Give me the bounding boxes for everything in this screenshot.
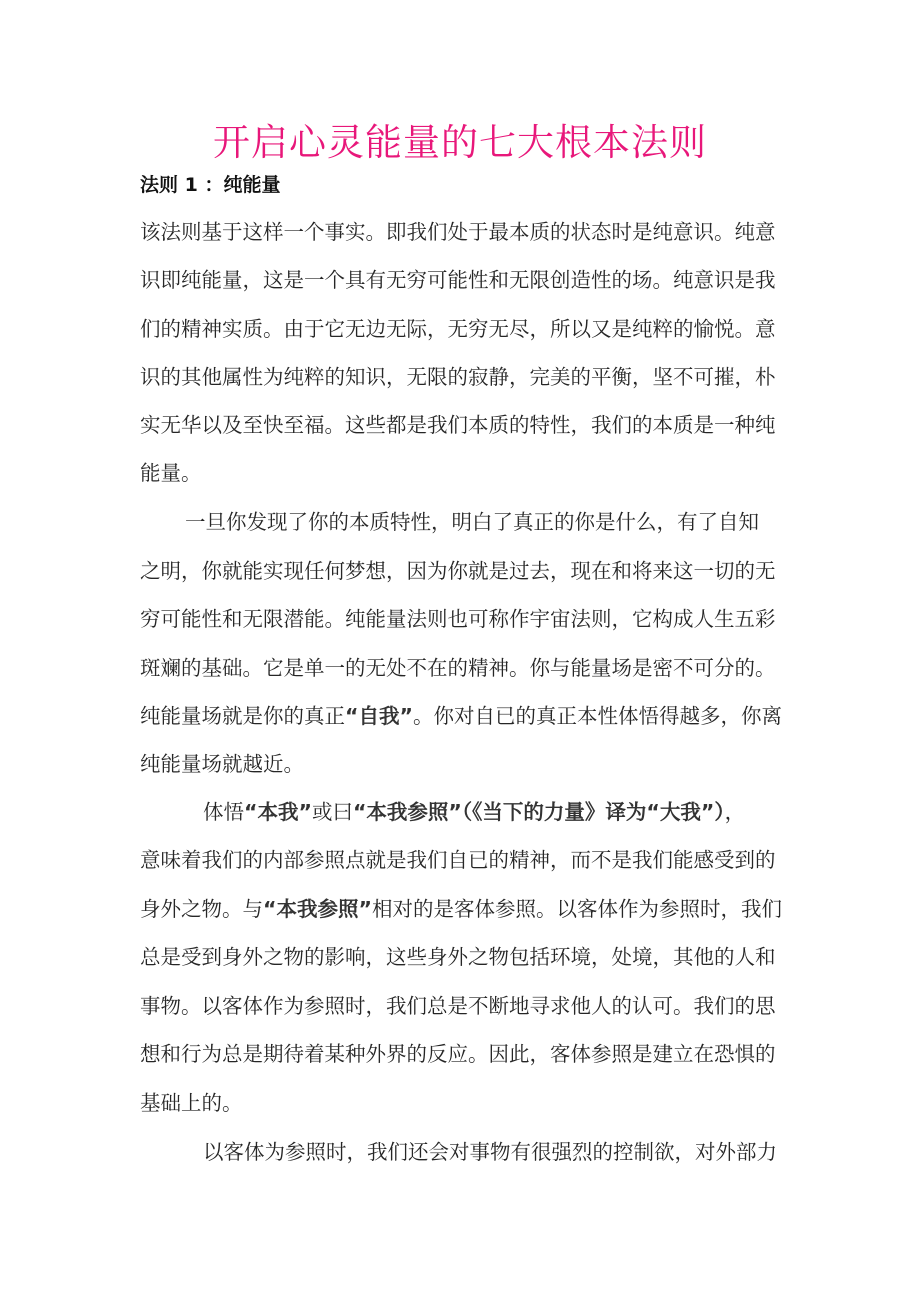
paragraph-3-line (140, 895, 782, 923)
paragraph-1-line: 们的精神实质。由于它无边无际，无穷无尽，所以又是纯粹的愉悦。意 (140, 317, 776, 341)
law-heading: 法则 1 ：纯能量 (140, 174, 281, 196)
paragraph-3-line: 事物。以客体作为参照时，我们总是不断地寻求他人的认可。我们的思 (140, 994, 776, 1018)
text-run: 纯能量场就是你的真正 (140, 704, 345, 728)
text-run: 或曰 (311, 800, 353, 824)
text-run: ， (724, 800, 746, 824)
paragraph-4-line: 以客体为参照时，我们还会对事物有很强烈的控制欲，对外部力 (203, 1140, 777, 1164)
emphasis-true-self: “本我” (244, 800, 312, 824)
paragraph-3-line: 基础上的。 (140, 1091, 243, 1115)
paragraph-3-line (203, 798, 745, 826)
paragraph-2-line: 纯能量场就越近。 (140, 752, 304, 776)
text-run: 相对的是客体参照。以客体作为参照时，我们 (371, 897, 782, 921)
paragraph-1-line: 实无华以及至快至福。这些都是我们本质的特性，我们的本质是一种纯 (140, 413, 776, 437)
emphasis-self-referral: “本我参照” (263, 897, 372, 921)
paragraph-1-line: 识的其他属性为纯粹的知识，无限的寂静，完美的平衡，坚不可摧，朴 (140, 365, 776, 389)
paragraph-3-line: 总是受到身外之物的影响，这些身外之物包括环境，处境，其他的人和 (140, 945, 776, 969)
paragraph-2-line (140, 702, 782, 730)
page-title: 开启心灵能量的七大根本法则 (213, 121, 707, 164)
text-run: 身外之物。与 (140, 897, 263, 921)
paragraph-2-line: 穷可能性和无限潜能。纯能量法则也可称作宇宙法则，它构成人生五彩 (140, 607, 776, 631)
paragraph-2-line: 斑斓的基础。它是单一的无处不在的精神。你与能量场是密不可分的。 (140, 656, 776, 680)
emphasis-self: “自我” (345, 704, 413, 728)
text-run: 体悟 (203, 800, 244, 824)
paragraph-2-line: 一旦你发现了你的本质特性，明白了真正的你是什么，有了自知 (185, 510, 759, 534)
paragraph-1-line: 能量。 (140, 461, 202, 485)
paragraph-1-line: 该法则基于这样一个事实。即我们处于最本质的状态时是纯意识。纯意 (140, 220, 776, 244)
paragraph-3-line: 想和行为总是期待着某种外界的反应。因此，客体参照是建立在恐惧的 (140, 1042, 776, 1066)
text-run: 。你对自已的真正本性体悟得越多，你离 (412, 704, 782, 728)
emphasis-self-referral: “本我参照”（《当下的力量》译为“大我”） (352, 800, 725, 824)
paragraph-2-line: 之明，你就能实现任何梦想，因为你就是过去，现在和将来这一切的无 (140, 559, 776, 583)
paragraph-1-line: 识即纯能量，这是一个具有无穷可能性和无限创造性的场。纯意识是我 (140, 268, 776, 292)
paragraph-3-line: 意味着我们的内部参照点就是我们自已的精神，而不是我们能感受到的 (140, 848, 776, 872)
